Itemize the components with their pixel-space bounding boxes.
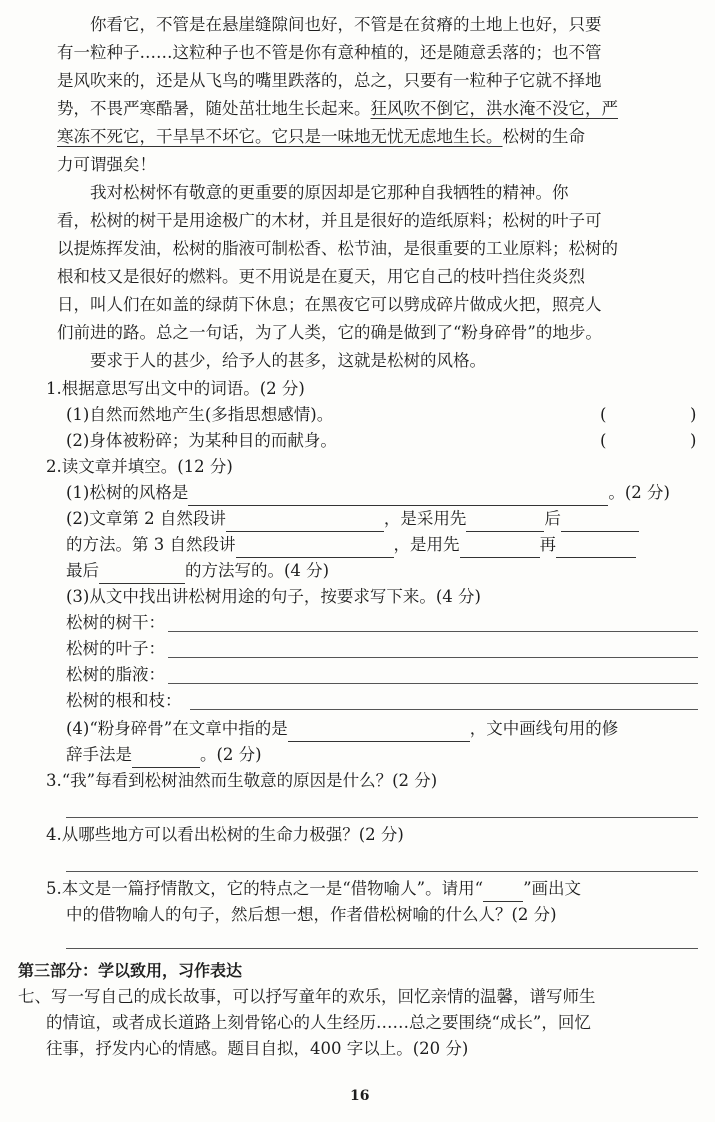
question-text: 。(2 分) bbox=[608, 483, 670, 502]
passage-line: 力可谓强矣！ bbox=[57, 155, 156, 174]
question-text: ”画出文 bbox=[523, 879, 581, 898]
composition-prompt-line: 七、写一写自己的成长故事，可以抒写童年的欢乐，回忆亲情的温馨，谱写师生 bbox=[18, 987, 596, 1006]
answer-blank[interactable] bbox=[466, 511, 544, 532]
passage-line bbox=[57, 124, 585, 150]
question-text: (1)松树的风格是 bbox=[66, 483, 189, 502]
question-text: 的方法写的。(4 分) bbox=[185, 561, 330, 580]
answer-line[interactable] bbox=[66, 948, 698, 949]
answer-blank[interactable] bbox=[460, 537, 540, 558]
answer-paren-open: ( bbox=[600, 405, 607, 424]
question-text: (2)文章第 2 自然段讲 bbox=[66, 509, 226, 528]
question-3: 3.“我”每看到松树油然而生敬意的原因是什么？(2 分) bbox=[46, 771, 438, 790]
answer-label-trunk: 松树的树干： bbox=[66, 613, 165, 632]
answer-label-leaf: 松树的叶子： bbox=[66, 639, 165, 658]
passage-line: 要求于人的甚少，给予人的甚多，这就是松树的风格。 bbox=[90, 351, 486, 370]
passage-text: 势，不畏严寒酷暑，随处茁壮地生长起来。 bbox=[57, 99, 371, 118]
section-heading: 第三部分：学以致用，习作表达 bbox=[18, 961, 243, 980]
passage-line: 看，松树的树干是用途极广的木材，并且是很好的造纸原料；松树的叶子可 bbox=[57, 211, 602, 230]
question-2-part-4 bbox=[66, 716, 618, 742]
passage-line: 有一粒种子……这粒种子也不管是你有意种植的，还是随意丢落的；也不管 bbox=[57, 43, 602, 62]
passage-line: 以提炼挥发油，松树的脂液可制松香、松节油，是很重要的工业原料；松树的 bbox=[57, 239, 618, 258]
question-2-part-2-cont bbox=[66, 532, 636, 558]
answer-paren-close: ) bbox=[690, 405, 697, 424]
question-2-part-4-cont bbox=[66, 742, 262, 768]
question-2-part-2 bbox=[66, 506, 639, 532]
passage-line: 们前进的路。总之一句话，为了人类，它的确是做到了“粉身碎骨”的地步。 bbox=[57, 323, 602, 342]
answer-line[interactable] bbox=[168, 657, 698, 658]
question-text: 的方法。第 3 自然段讲 bbox=[66, 535, 236, 554]
page-number: 16 bbox=[350, 1088, 370, 1104]
answer-blank[interactable] bbox=[99, 563, 185, 584]
passage-line: 根和枝又是很好的燃料。更不用说是在夏天，用它自己的枝叶挡住炎炎烈 bbox=[57, 267, 585, 286]
question-text: ，是采用先 bbox=[383, 509, 467, 528]
answer-line[interactable] bbox=[168, 683, 698, 684]
composition-prompt-line: 往事，抒发内心的情感。题目自拟，400 字以上。(20 分) bbox=[46, 1039, 469, 1058]
question-5-cont: 中的借物喻人的句子，然后想一想，作者借松树喻的什么人？(2 分) bbox=[66, 905, 557, 924]
answer-line[interactable] bbox=[66, 817, 698, 818]
question-5 bbox=[46, 876, 581, 902]
question-2-stem: 2.读文章并填空。(12 分) bbox=[46, 457, 233, 476]
composition-prompt-line: 的情谊，或者成长道路上刻骨铭心的人生经历……总之要围绕“成长”，回忆 bbox=[46, 1013, 591, 1032]
question-1-stem: 1.根据意思写出文中的词语。(2 分) bbox=[46, 379, 305, 398]
answer-blank[interactable] bbox=[236, 537, 394, 558]
passage-text: 松树的生命 bbox=[502, 127, 585, 146]
question-2-part-2-end bbox=[66, 558, 329, 584]
question-2-part-3: (3)从文中找出讲松树用途的句子，按要求写下来。(4 分) bbox=[66, 587, 481, 606]
answer-paren-open: ( bbox=[600, 431, 607, 450]
question-text: 再 bbox=[539, 535, 556, 554]
question-text: ，文中画线句用的修 bbox=[469, 719, 619, 738]
answer-line[interactable] bbox=[168, 631, 698, 632]
question-text: (4)“粉身碎骨”在文章中指的是 bbox=[66, 719, 288, 738]
passage-line: 我对松树怀有敬意的更重要的原因却是它那种自我牺牲的精神。你 bbox=[90, 183, 569, 202]
answer-blank[interactable] bbox=[288, 721, 470, 742]
answer-blank[interactable] bbox=[561, 511, 639, 532]
answer-blank[interactable] bbox=[556, 537, 636, 558]
underlined-sentence: 寒冻不死它，干旱旱不坏它。它只是一味地无忧无虑地生长。 bbox=[57, 127, 503, 146]
answer-paren-close: ) bbox=[690, 431, 697, 450]
passage-line: 日，叫人们在如盖的绿荫下休息；在黑夜它可以劈成碎片做成火把，照亮人 bbox=[57, 295, 602, 314]
question-1-item-1: (1)自然而然地产生(多指思想感情)。 bbox=[66, 405, 334, 424]
answer-line[interactable] bbox=[190, 709, 698, 710]
underline-sample bbox=[483, 884, 523, 902]
underlined-sentence: 狂风吹不倒它，洪水淹不没它，严 bbox=[370, 99, 618, 118]
passage-line bbox=[57, 96, 618, 122]
question-text: 5.本文是一篇抒情散文，它的特点之一是“借物喻人”。请用“ bbox=[46, 879, 484, 898]
answer-label-resin: 松树的脂液： bbox=[66, 665, 165, 684]
passage-line: 是风吹来的，还是从飞鸟的嘴里跌落的，总之，只要有一粒种子它就不择地 bbox=[57, 71, 602, 90]
question-text: 。(2 分) bbox=[200, 745, 262, 764]
question-4: 4.从哪些地方可以看出松树的生命力极强？(2 分) bbox=[46, 825, 404, 844]
passage-line: 你看它，不管是在悬崖缝隙间也好，不管是在贫瘠的土地上也好，只要 bbox=[90, 15, 602, 34]
question-2-part-1 bbox=[66, 480, 670, 506]
answer-label-root: 松树的根和枝： bbox=[66, 691, 182, 710]
question-1-item-2: (2)身体被粉碎；为某种目的而献身。 bbox=[66, 431, 337, 450]
question-text: 辞手法是 bbox=[66, 745, 132, 764]
question-text: ，是用先 bbox=[393, 535, 460, 554]
answer-line[interactable] bbox=[66, 871, 698, 872]
answer-blank[interactable] bbox=[188, 485, 608, 506]
question-text: 后 bbox=[544, 509, 561, 528]
answer-blank[interactable] bbox=[132, 747, 200, 768]
question-text: 最后 bbox=[66, 561, 99, 580]
answer-blank[interactable] bbox=[226, 511, 384, 532]
